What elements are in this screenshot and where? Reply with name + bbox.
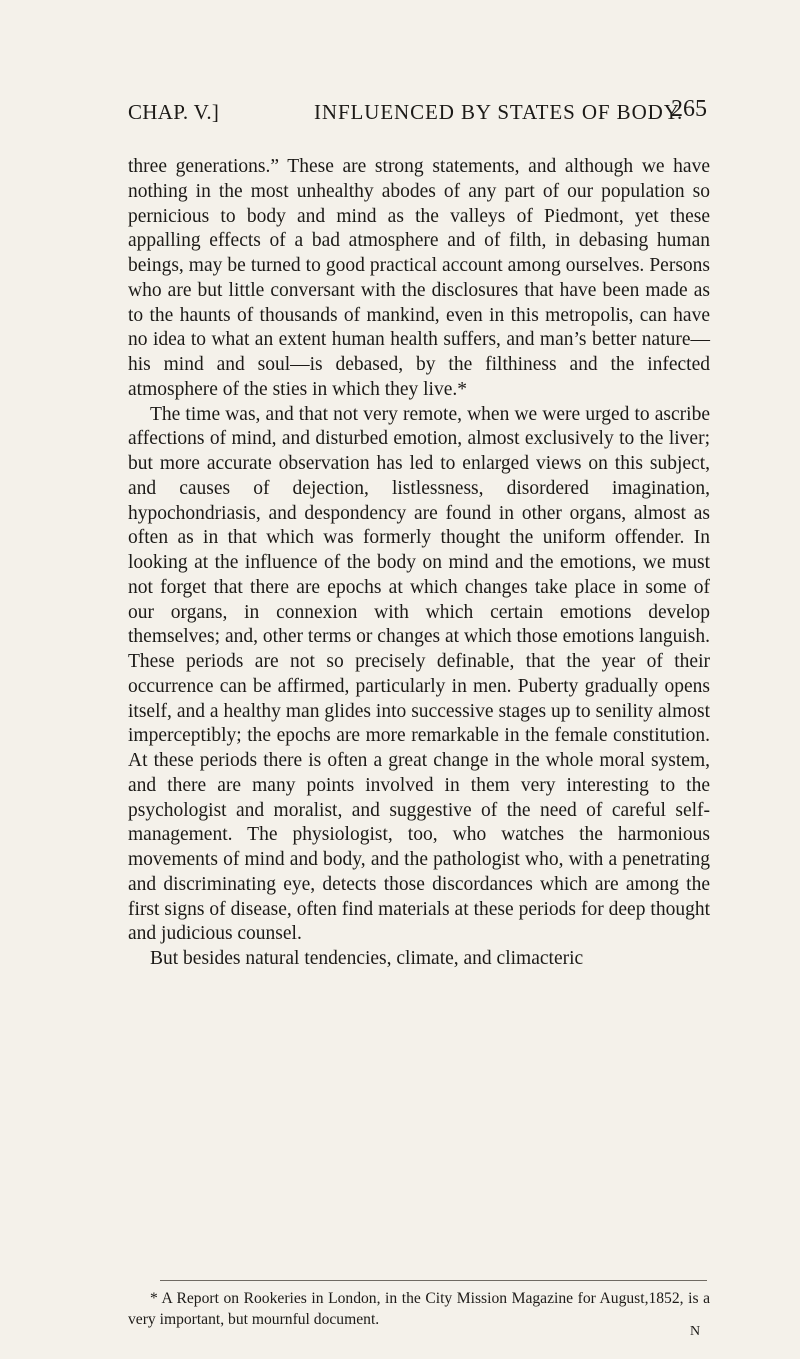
paragraph-3: But besides natural tendencies, climate, and climacteric [150, 948, 584, 969]
running-title: INFLUENCED BY STATES OF BODY. [314, 100, 684, 124]
body-text [128, 155, 710, 972]
page-number: 265 [671, 96, 707, 122]
footnote-rule [160, 1280, 707, 1281]
paragraph-1: three generations.” These are strong statements, and although we have nothing in the most unhealthy abodes of any part of our population so pernicious to body and mind as the valleys of Piedmont, yet these appalling effects of a bad atmosphere and of filth, in debasing human beings, may be turned to good practical account among ourselves. Persons who are but little conversant with the disclosures that have been made as to the haunts of thousands of mankind, even in this metropolis, can have no idea to what an extent human health suffers, and man’s better nature—his mind and soul—is debased, by the filthiness and the infected atmosphere of the sties in which they live.* [128, 156, 710, 400]
running-header [128, 92, 707, 132]
footnote [128, 1289, 710, 1330]
paragraph-2: The time was, and that not very remote, when we were urged to ascribe affections of mind, and disturbed emotion, almost exclusively to the liver; but more accurate observation has led to enlarged views on this subject, and causes of dejection, listlessness, disordered imagination, hypochondriasis, and despondency are found in other organs, almost as often as in that which was formerly thought the uniform offender. In looking at the influence of the body on mind and the emotions, we must not forget that there are epochs at which changes take place in some of our organs, in connexion with which certain emotions develop themselves; and, other terms or changes at which those emotions languish. These periods are not so precisely definable, that the year of their occurrence can be affirmed, particularly in men. Puberty gradually opens itself, and a healthy man glides into successive stages up to senility almost imperceptibly; the epochs are more remarkable in the female constitution. At these periods there is often a great change in the whole moral system, and there are many points involved in them very interesting to the psychologist and moralist, and suggestive of the need of careful self-management. The physiologist, too, who watches the harmonious movements of mind and body, and the pathologist who, with a penetrating and discriminating eye, detects those discordances which are among the first signs of disease, often find materials at these periods for deep thought and judicious counsel. [128, 403, 710, 945]
footnote-text: * A Report on Rookeries in London, in the City Mission Magazine for August,1852, is a very important, but mournful document. [128, 1290, 710, 1328]
signature-mark: N [690, 1324, 701, 1339]
chapter-label: CHAP. V.] [128, 100, 220, 124]
